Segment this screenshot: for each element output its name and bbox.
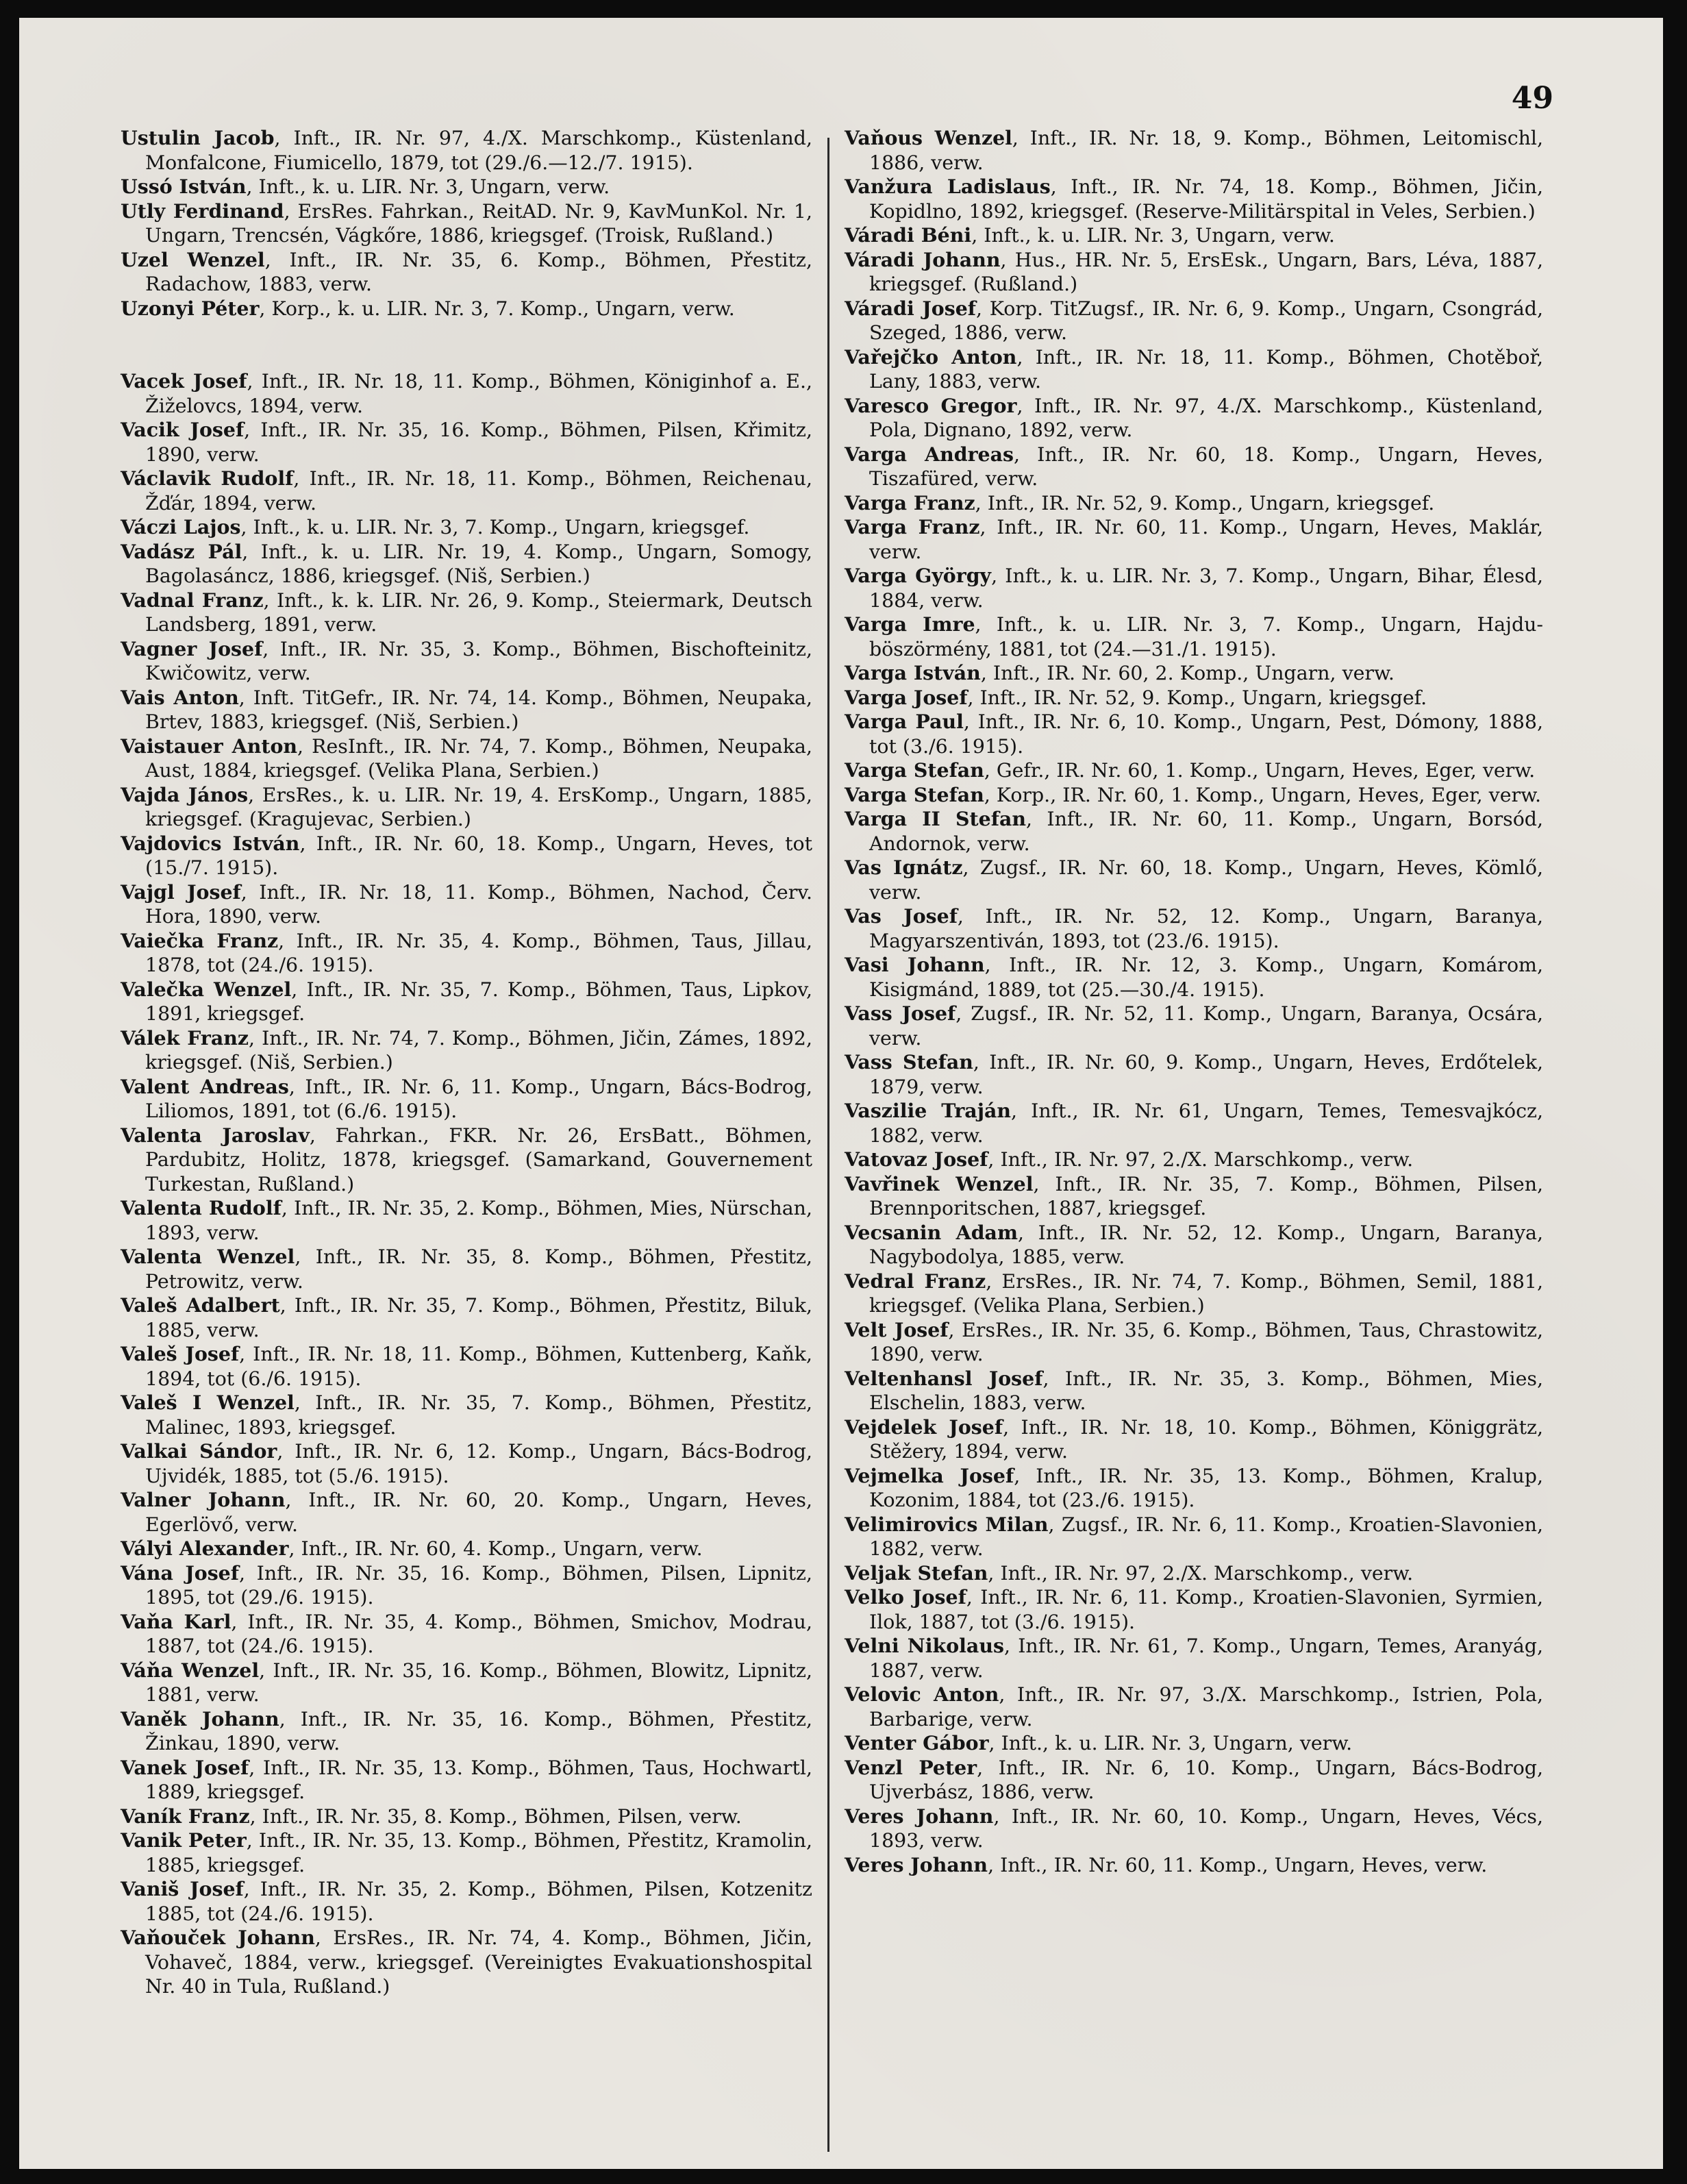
register-entry <box>845 710 1543 758</box>
entry-details: , Inft., IR. Nr. 97, 4./X. Marschkomp., Küstenland, Pola, Dignano, 1892, verw. <box>869 394 1543 441</box>
register-entry <box>845 175 1543 223</box>
register-entry <box>845 1172 1543 1221</box>
register-entry <box>121 540 812 588</box>
page-number: 49 <box>1511 81 1553 116</box>
entry-details: , Inft., IR. Nr. 18, 11. Komp., Böhmen, Nachod, Červ. Hora, 1890, verw. <box>145 880 813 928</box>
entry-details: , Inft., IR. Nr. 35, 2. Komp., Böhmen, Pilsen, Kotzenitz 1885, tot (24./6. 1915). <box>145 1878 812 1925</box>
entry-details: , Inft., k. u. LIR. Nr. 3, Ungarn, verw. <box>971 224 1335 247</box>
entry-details: , Inft., IR. Nr. 35, 16. Komp., Böhmen, Pilsen, Lipnitz, 1895, tot (29./6. 1915). <box>145 1561 812 1609</box>
entry-name: Valkai Sándor <box>121 1439 277 1463</box>
register-entry <box>121 418 812 467</box>
entry-details: , Inft., IR. Nr. 18, 11. Komp., Böhmen, Reichenau, Žďár, 1894, verw. <box>145 467 812 514</box>
entry-details: , Inft., IR. Nr. 35, 2. Komp., Böhmen, Mies, Nürschan, 1893, verw. <box>145 1197 812 1244</box>
entry-name: Vaszilie Traján <box>845 1099 1012 1122</box>
entry-details: , Inft., IR. Nr. 52, 9. Komp., Ungarn, kriegsgef. <box>975 491 1435 514</box>
register-entry <box>845 1318 1543 1367</box>
entry-details: , Inft., k. k. LIR. Nr. 26, 9. Komp., Steiermark, Deutsch Landsberg, 1891, verw. <box>145 588 812 636</box>
register-entry <box>845 953 1543 1002</box>
entry-name: Valeš Josef <box>121 1342 240 1365</box>
entry-name: Vejmelka Josef <box>845 1463 1014 1487</box>
entry-name: Vass Stefan <box>845 1050 973 1074</box>
register-entry <box>845 1269 1543 1318</box>
entry-name: Venzl Peter <box>845 1755 977 1779</box>
register-entry <box>845 1050 1543 1099</box>
entry-details: , Inft., IR. Nr. 35, 16. Komp., Böhmen, Přestitz, Žinkau, 1890, verw. <box>145 1707 812 1754</box>
entry-details: , Inft., IR. Nr. 35, 8. Komp., Böhmen, Přestitz, Petrowitz, verw. <box>145 1245 812 1293</box>
register-entry <box>121 1245 812 1293</box>
entry-name: Velko Josef <box>845 1585 966 1609</box>
register-entry <box>845 1221 1543 1269</box>
entry-name: Váradi Johann <box>845 247 1001 271</box>
entry-name: Valenta Wenzel <box>121 1245 295 1268</box>
entry-name: Vagner Josef <box>121 636 263 660</box>
entry-details: , Korp., k. u. LIR. Nr. 3, 7. Komp., Ungarn, verw. <box>259 297 735 320</box>
entry-details: , ErsRes., IR. Nr. 35, 6. Komp., Böhmen, Taus, Chrastowitz, 1890, verw. <box>869 1318 1543 1365</box>
entry-details: , Inft., IR. Nr. 52, 12. Komp., Ungarn, Baranya, Nagybodolya, 1885, verw. <box>869 1221 1543 1268</box>
register-entry <box>845 1415 1543 1464</box>
entry-name: Vacik Josef <box>121 418 245 441</box>
entry-details: , Inft., IR. Nr. 60, 20. Komp., Ungarn, Heves, Egerlövő, verw. <box>145 1489 812 1536</box>
register-entry <box>845 686 1543 710</box>
entry-details: , Inft., IR. Nr. 35, 16. Komp., Böhmen, Blowitz, Lipnitz, 1881, verw. <box>145 1659 812 1706</box>
entry-name: Varga Josef <box>845 685 968 709</box>
entry-name: Utly Ferdinand <box>121 199 284 223</box>
entry-name: Valenta Jaroslav <box>121 1123 310 1147</box>
register-entry <box>121 248 812 297</box>
entry-details: , Inft., IR. Nr. 35, 13. Komp., Böhmen, Kralup, Kozonim, 1884, tot (23./6. 1915). <box>869 1464 1543 1511</box>
register-entry <box>845 297 1543 345</box>
entry-name: Velimirovics Milan <box>845 1512 1049 1536</box>
entry-name: Veljak Stefan <box>845 1561 988 1585</box>
register-entry <box>845 1683 1543 1731</box>
entry-name: Vais Anton <box>121 685 239 709</box>
entry-name: Uzonyi Péter <box>121 296 260 320</box>
entry-details: , Inft., IR. Nr. 35, 16. Komp., Böhmen, Pilsen, Křimitz, 1890, verw. <box>145 419 812 466</box>
entry-details: , Inft., IR. Nr. 60, 18. Komp., Ungarn, Heves, Tiszafüred, verw. <box>869 443 1543 490</box>
register-entry <box>121 467 812 515</box>
entry-details: , Inft., IR. Nr. 12, 3. Komp., Ungarn, Komárom, Kisigmánd, 1889, tot (25.—30./4. 1915). <box>869 954 1543 1001</box>
entry-details: , Inft., IR. Nr. 35, 6. Komp., Böhmen, Přestitz, Radachow, 1883, verw. <box>145 248 812 295</box>
register-entry <box>845 564 1543 612</box>
entry-name: Valeš Adalbert <box>121 1293 280 1317</box>
register-entry <box>845 248 1543 297</box>
entry-details: , Inft., IR. Nr. 74, 18. Komp., Böhmen, Jičin, Kopidlno, 1892, kriegsgef. (Reserve-Militärspital in Veles, Serbien.) <box>869 175 1543 223</box>
register-entry <box>121 1196 812 1245</box>
entry-name: Vaistauer Anton <box>121 734 298 758</box>
entry-details: , Inft., IR. Nr. 52, 12. Komp., Ungarn, Baranya, Magyarszentiván, 1893, tot (23./6. 1915). <box>869 905 1543 952</box>
entry-details: , Zugsf., IR. Nr. 6, 11. Komp., Kroatien-Slavonien, 1882, verw. <box>869 1513 1543 1560</box>
register-entry <box>121 126 812 175</box>
entry-name: Ustulin Jacob <box>121 126 275 149</box>
entry-name: Vacek Josef <box>121 369 247 393</box>
entry-name: Vedral Franz <box>845 1269 986 1293</box>
entry-name: Varga Paul <box>845 710 964 733</box>
entry-name: Valečka Wenzel <box>121 977 292 1001</box>
entry-name: Vaiečka Franz <box>121 928 279 952</box>
register-entry <box>845 1513 1543 1561</box>
entry-details: , Inft., IR. Nr. 97, 3./X. Marschkomp., Istrien, Pola, Barbarige, verw. <box>869 1683 1543 1730</box>
entry-details: , Inft., k. u. LIR. Nr. 3, Ungarn, verw. <box>246 175 610 198</box>
entry-name: Válek Franz <box>121 1026 249 1050</box>
register-entry <box>845 807 1543 856</box>
entry-name: Vajdovics István <box>121 831 300 855</box>
register-entry <box>121 369 812 418</box>
register-entry <box>121 1391 812 1439</box>
register-entry <box>845 904 1543 953</box>
entry-details: , Inft., IR. Nr. 18, 9. Komp., Böhmen, Leitomischl, 1886, verw. <box>869 127 1543 174</box>
entry-details: , Inft., IR. Nr. 60, 11. Komp., Ungarn, Borsód, Andornok, verw. <box>869 808 1544 855</box>
register-entry <box>845 443 1543 491</box>
entry-details: , Inft., IR. Nr. 35, 7. Komp., Böhmen, Taus, Lipkov, 1891, kriegsgef. <box>145 978 812 1025</box>
entry-details: , Inft., k. u. LIR. Nr. 3, 7. Komp., Ungarn, Hajdu-böszörmény, 1881, tot (24.—31./1. 1915). <box>869 613 1543 660</box>
entry-name: Valenta Rudolf <box>121 1196 282 1219</box>
left-entries-u <box>121 126 812 321</box>
entry-name: Varga Andreas <box>845 442 1014 466</box>
entry-details: , Inft., IR. Nr. 60, 11. Komp., Ungarn, Heves, Maklár, verw. <box>869 516 1543 563</box>
register-entry <box>121 686 812 734</box>
entry-name: Vavřinek Wenzel <box>845 1171 1034 1195</box>
left-column <box>121 126 812 1999</box>
entry-details: , Inft., IR. Nr. 97, 2./X. Marschkomp., verw. <box>988 1148 1414 1171</box>
entry-name: Vatovaz Josef <box>845 1147 988 1171</box>
entry-name: Varga György <box>845 564 992 587</box>
entry-name: Varga Franz <box>845 515 980 538</box>
entry-name: Varga Stefan <box>845 758 984 782</box>
scanned-page <box>19 18 1663 2169</box>
entry-name: Varesco Gregor <box>845 393 1017 417</box>
register-entry <box>121 199 812 248</box>
entry-name: Veres Johann <box>845 1852 988 1876</box>
entry-name: Varga Imre <box>845 612 975 636</box>
register-entry <box>121 1537 812 1561</box>
entry-name: Velovic Anton <box>845 1683 999 1706</box>
entry-name: Vajgl Josef <box>121 880 241 904</box>
register-entry <box>845 1804 1543 1853</box>
entry-name: Vaněk Johann <box>121 1707 279 1730</box>
entry-name: Valent Andreas <box>121 1074 289 1098</box>
register-entry <box>121 1707 812 1756</box>
entry-name: Vána Josef <box>121 1561 239 1585</box>
entry-name: Vaniš Josef <box>121 1877 244 1900</box>
register-entry <box>121 1756 812 1804</box>
entry-details: , Inft., IR. Nr. 35, 7. Komp., Böhmen, Pilsen, Brennporitschen, 1887, kriegsgef. <box>869 1172 1543 1219</box>
entry-details: , Inft., IR. Nr. 35, 13. Komp., Böhmen, Taus, Hochwartl, 1889, kriegsgef. <box>145 1756 812 1803</box>
entry-name: Vejdelek Josef <box>845 1415 1003 1439</box>
entry-details: , Inft., IR. Nr. 74, 7. Komp., Böhmen, Jičin, Zámes, 1892, kriegsgef. (Niš, Serbien.) <box>145 1026 812 1074</box>
entry-details: , Inft., k. u. LIR. Nr. 3, 7. Komp., Ungarn, kriegsgef. <box>240 516 750 538</box>
register-entry <box>121 297 812 321</box>
register-entry <box>121 637 812 686</box>
entry-details: , Inft., IR. Nr. 60, 4. Komp., Ungarn, verw. <box>288 1537 703 1560</box>
entry-details: , Inft., IR. Nr. 61, Ungarn, Temes, Temesvajkócz, 1882, verw. <box>869 1100 1543 1147</box>
entry-details: , Inft., IR. Nr. 60, 10. Komp., Ungarn, Heves, Vécs, 1893, verw. <box>869 1804 1544 1852</box>
entry-details: , Inft., IR. Nr. 35, 4. Komp., Böhmen, Smichov, Modrau, 1887, tot (24./6. 1915). <box>145 1610 812 1657</box>
entry-details: , Inft., IR. Nr. 18, 11. Komp., Böhmen, Kuttenberg, Kaňk, 1894, tot (6./6. 1915). <box>145 1343 812 1390</box>
left-entries-v <box>121 369 812 1999</box>
entry-name: Valner Johann <box>121 1488 286 1511</box>
register-entry <box>121 1075 812 1124</box>
register-entry <box>845 491 1543 516</box>
entry-details: , Hus., HR. Nr. 5, ErsEsk., Ungarn, Bars, Léva, 1887, kriegsgef. (Rußland.) <box>869 248 1543 295</box>
entry-name: Varga II Stefan <box>845 807 1026 830</box>
register-entry <box>845 1853 1543 1878</box>
register-entry <box>845 1731 1543 1756</box>
entry-name: Vařejčko Anton <box>845 345 1017 369</box>
entry-details: , Inft., IR. Nr. 18, 11. Komp., Böhmen, Königinhof a. E., Žiželovcs, 1894, verw. <box>145 370 813 417</box>
register-entry <box>845 783 1543 808</box>
register-entry <box>845 223 1543 248</box>
entry-name: Vasi Johann <box>845 953 985 976</box>
entry-details: , Inft., k. u. LIR. Nr. 3, Ungarn, verw. <box>988 1732 1353 1754</box>
right-column <box>845 126 1543 1877</box>
entry-details: , Inft., IR. Nr. 35, 13. Komp., Böhmen, Přestitz, Kramolin, 1885, kriegsgef. <box>145 1829 812 1876</box>
entry-details: , Inft., IR. Nr. 18, 10. Komp., Böhmen, Königgrätz, Stěžery, 1894, verw. <box>869 1415 1543 1463</box>
entry-details: , Inft., IR. Nr. 97, 4./X. Marschkomp., Küstenland, Monfalcone, Fiumicello, 1879, tot (29./6.—12./7. 1915). <box>145 127 813 174</box>
register-entry <box>121 1610 812 1659</box>
entry-details: , Inft., k. u. LIR. Nr. 3, 7. Komp., Ungarn, Bihar, Élesd, 1884, verw. <box>869 564 1544 612</box>
register-entry <box>845 1147 1543 1172</box>
entry-name: Vanžura Ladislaus <box>845 175 1051 198</box>
entry-name: Varga Franz <box>845 491 975 514</box>
entry-name: Vaňa Karl <box>121 1609 232 1633</box>
entry-name: Veres Johann <box>845 1804 994 1828</box>
entry-details: , Inft., IR. Nr. 6, 10. Komp., Ungarn, Bács-Bodrog, Ujverbász, 1886, verw. <box>869 1756 1543 1803</box>
entry-details: , Inft., IR. Nr. 35, 7. Komp., Böhmen, Přestitz, Biluk, 1885, verw. <box>145 1294 813 1341</box>
entry-name: Vanek Josef <box>121 1755 249 1779</box>
register-entry <box>121 1877 812 1926</box>
register-entry <box>845 394 1543 443</box>
entry-name: Valeš I Wenzel <box>121 1391 295 1414</box>
entry-details: , Inft., IR. Nr. 60, 9. Komp., Ungarn, Heves, Erdőtelek, 1879, verw. <box>869 1051 1543 1098</box>
entry-details: , Inft., IR. Nr. 35, 8. Komp., Böhmen, Pilsen, verw. <box>249 1804 742 1828</box>
entry-name: Vanik Peter <box>121 1828 247 1852</box>
register-entry <box>845 1756 1543 1804</box>
register-entry <box>845 612 1543 661</box>
entry-name: Vas Josef <box>845 904 958 928</box>
register-entry <box>845 856 1543 904</box>
register-entry <box>121 588 812 637</box>
register-entry <box>121 515 812 540</box>
entry-details: , Inft., IR. Nr. 60, 18. Komp., Ungarn, Heves, tot (15./7. 1915). <box>145 832 812 879</box>
entry-name: Velni Nikolaus <box>845 1634 1004 1657</box>
entry-name: Váňa Wenzel <box>121 1658 260 1682</box>
register-entry <box>121 1342 812 1391</box>
column-divider <box>827 138 829 2152</box>
entry-details: , Inft., IR. Nr. 6, 12. Komp., Ungarn, Bács-Bodrog, Ujvidék, 1885, tot (5./6. 1915). <box>145 1440 812 1487</box>
entry-details: , ErsRes., IR. Nr. 74, 4. Komp., Böhmen, Jičin, Vohaveč, 1884, verw., kriegsgef. (Vereinigtes Evakuationshospital Nr. 40 in Tula, Rußland.) <box>145 1926 812 1998</box>
register-entry <box>845 1367 1543 1415</box>
entry-name: Váradi Béni <box>845 223 972 247</box>
register-entry <box>121 880 812 929</box>
entry-details: , ResInft., IR. Nr. 74, 7. Komp., Böhmen, Neupaka, Aust, 1884, kriegsgef. (Velika Plana, Serbien.) <box>145 734 812 782</box>
register-entry <box>121 1659 812 1707</box>
register-entry <box>845 1561 1543 1586</box>
register-entry <box>845 758 1543 783</box>
entry-name: Vajda János <box>121 782 249 806</box>
register-entry <box>121 1926 812 1999</box>
register-entry <box>121 1439 812 1488</box>
register-entry <box>121 1026 812 1075</box>
entry-details: , Inft., IR. Nr. 60, 2. Komp., Ungarn, verw. <box>980 662 1395 684</box>
entry-details: , ErsRes., k. u. LIR. Nr. 19, 4. ErsKomp., Ungarn, 1885, kriegsgef. (Kragujevac, Serbien.) <box>145 783 812 830</box>
register-entry <box>121 1293 812 1342</box>
entry-details: , Inft., IR. Nr. 35, 3. Komp., Böhmen, Bischofteinitz, Kwičowitz, verw. <box>145 637 812 684</box>
register-entry <box>845 1585 1543 1634</box>
entry-details: , Inft., IR. Nr. 6, 11. Komp., Kroatien-Slavonien, Syrmien, Ilok, 1887, tot (3./6. 1915). <box>869 1586 1544 1633</box>
entry-details: , Korp. TitZugsf., IR. Nr. 6, 9. Komp., Ungarn, Csongrád, Szeged, 1886, verw. <box>869 297 1543 344</box>
register-entry <box>121 832 812 880</box>
entry-name: Velt Josef <box>845 1317 949 1341</box>
register-entry <box>121 929 812 978</box>
entry-name: Ussó István <box>121 175 247 198</box>
entry-details: , Inft., IR. Nr. 6, 10. Komp., Ungarn, Pest, Dómony, 1888, tot (3./6. 1915). <box>869 710 1543 758</box>
entry-details: , Zugsf., IR. Nr. 60, 18. Komp., Ungarn, Heves, Kömlő, verw. <box>869 856 1543 904</box>
entry-name: Vaňouček Johann <box>121 1926 315 1949</box>
entry-details: , Inft., IR. Nr. 35, 7. Komp., Böhmen, Přestitz, Malinec, 1893, kriegsgef. <box>145 1391 812 1439</box>
entry-details: , Inft., IR. Nr. 35, 3. Komp., Böhmen, Mies, Elschelin, 1883, verw. <box>869 1367 1543 1414</box>
right-entries <box>845 126 1543 1877</box>
entry-name: Vályi Alexander <box>121 1537 289 1560</box>
register-entry <box>845 661 1543 686</box>
entry-details: , Korp., IR. Nr. 60, 1. Komp., Ungarn, Heves, Eger, verw. <box>984 783 1542 806</box>
entry-name: Vadnal Franz <box>121 588 264 612</box>
entry-details: , ErsRes. Fahrkan., ReitAD. Nr. 9, KavMunKol. Nr. 1, Ungarn, Trencsén, Vágkőre, 1886, kriegsgef. (Troisk, Rußland.) <box>145 199 812 247</box>
register-entry <box>845 126 1543 175</box>
entry-name: Vadász Pál <box>121 539 242 563</box>
register-entry <box>845 1099 1543 1147</box>
entry-name: Varga Stefan <box>845 782 984 806</box>
entry-name: Vecsanin Adam <box>845 1220 1018 1244</box>
register-entry <box>121 1488 812 1537</box>
register-entry <box>845 515 1543 564</box>
entry-details: , Inft., IR. Nr. 97, 2./X. Marschkomp., verw. <box>988 1561 1414 1585</box>
register-entry <box>845 1464 1543 1513</box>
entry-name: Venter Gábor <box>845 1731 989 1754</box>
register-entry <box>121 978 812 1026</box>
entry-name: Varga István <box>845 661 981 684</box>
entry-name: Vaník Franz <box>121 1804 250 1828</box>
register-entry <box>121 1561 812 1610</box>
section-gap <box>121 321 812 369</box>
entry-details: , Inft., k. u. LIR. Nr. 19, 4. Komp., Ungarn, Somogy, Bagolasáncz, 1886, kriegsgef. (Niš, Serbien.) <box>145 540 812 587</box>
entry-details: , Inft., IR. Nr. 18, 11. Komp., Böhmen, Chotěboř, Lany, 1883, verw. <box>869 345 1543 393</box>
entry-name: Václavik Rudolf <box>121 467 294 490</box>
entry-details: , Inft., IR. Nr. 61, 7. Komp., Ungarn, Temes, Aranyág, 1887, verw. <box>869 1635 1543 1682</box>
entry-details: , Zugsf., IR. Nr. 52, 11. Komp., Ungarn, Baranya, Ocsára, verw. <box>869 1002 1543 1050</box>
register-entry <box>121 783 812 832</box>
entry-name: Veltenhansl Josef <box>845 1366 1043 1390</box>
entry-name: Vas Ignátz <box>845 856 963 879</box>
entry-name: Uzel Wenzel <box>121 247 265 271</box>
register-entry <box>121 734 812 783</box>
entry-name: Váradi Josef <box>845 296 977 320</box>
entry-details: , ErsRes., IR. Nr. 74, 7. Komp., Böhmen, Semil, 1881, kriegsgef. (Velika Plana, Serbien.) <box>869 1269 1544 1317</box>
register-entry <box>845 1634 1543 1683</box>
register-entry <box>845 345 1543 394</box>
register-entry <box>845 1002 1543 1050</box>
entry-details: , Inft., IR. Nr. 60, 11. Komp., Ungarn, Heves, verw. <box>988 1853 1488 1876</box>
entry-details: , Inft., IR. Nr. 52, 9. Komp., Ungarn, kriegsgef. <box>967 686 1427 709</box>
entry-details: , Gefr., IR. Nr. 60, 1. Komp., Ungarn, Heves, Eger, verw. <box>984 759 1536 782</box>
entry-details: , Inft., IR. Nr. 35, 4. Komp., Böhmen, Taus, Jillau, 1878, tot (24./6. 1915). <box>145 929 812 976</box>
entry-name: Vaňous Wenzel <box>845 126 1012 149</box>
entry-details: , Inft., IR. Nr. 6, 11. Komp., Ungarn, Bács-Bodrog, Liliomos, 1891, tot (6./6. 1915). <box>145 1075 812 1122</box>
entry-details: , Inft. TitGefr., IR. Nr. 74, 14. Komp., Böhmen, Neupaka, Brtev, 1883, kriegsgef. (Niš, Serbien.) <box>145 686 812 733</box>
entry-details: , Fahrkan., FKR. Nr. 26, ErsBatt., Böhmen, Pardubitz, Holitz, 1878, kriegsgef. (Samarkand, Gouvernement Turkestan, Rußland.) <box>145 1124 812 1195</box>
entry-name: Váczi Lajos <box>121 515 241 538</box>
register-entry <box>121 175 812 199</box>
register-entry <box>121 1124 812 1197</box>
entry-name: Vass Josef <box>845 1002 956 1025</box>
register-entry <box>121 1828 812 1877</box>
register-entry <box>121 1804 812 1829</box>
